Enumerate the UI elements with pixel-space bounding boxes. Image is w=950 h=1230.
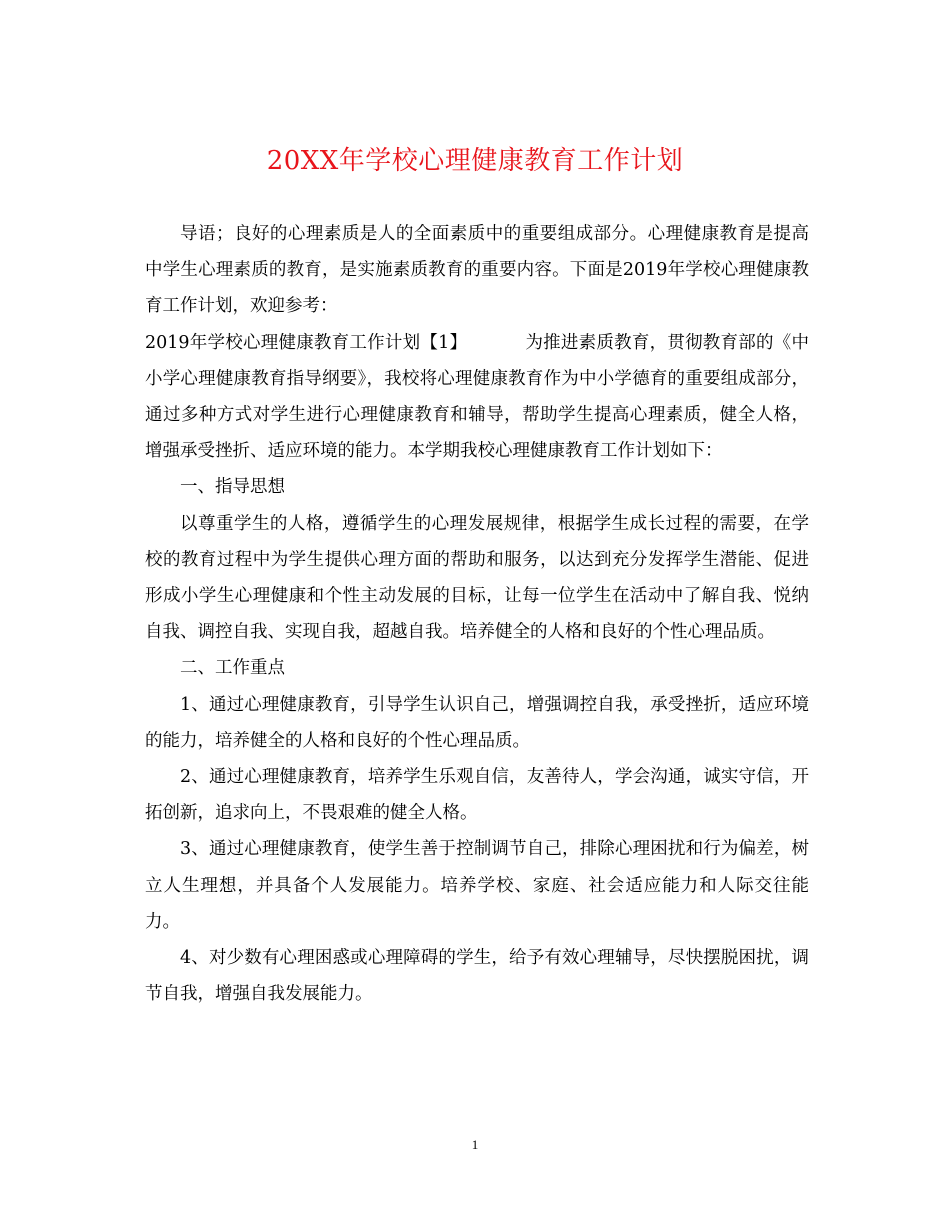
document-title: 20XX年学校心理健康教育工作计划 <box>266 146 684 176</box>
work-focus-point-1: 1、通过心理健康教育，引导学生认识自己，增强调控自我，承受挫折，适应环境的能力，培养健全的人格和良好的个性心理品质。 <box>145 694 809 751</box>
page-number: 1 <box>471 1137 479 1152</box>
plan-heading-paragraph <box>145 325 809 470</box>
section-heading-guiding-thought: 一、指导思想 <box>180 477 285 498</box>
work-focus-point-4: 4、对少数有心理困惑或心理障碍的学生，给予有效心理辅导，尽快摆脱困扰，调节自我，增强自我发展能力。 <box>145 948 809 1005</box>
plan-intro: 为推进素质教育，贯彻教育部的《中小学心理健康教育指导纲要》，我校将心理健康教育作为中小学德育的重要组成部分，通过多种方式对学生进行心理健康教育和辅导，帮助学生提高心理素质，健全人格，增强承受挫折、适应环境的能力。本学期我校心理健康教育工作计划如下： <box>145 332 809 462</box>
section-paragraph-guiding-thought: 以尊重学生的人格，遵循学生的心理发展规律，根据学生成长过程的需要，在学校的教育过程中为学生提供心理方面的帮助和服务，以达到充分发挥学生潜能、促进形成小学生心理健康和个性主动发展的目标，让每一位学生在活动中了解自我、悦纳自我、调控自我、实现自我，超越自我。培养健全的人格和良好的个性心理品质。 <box>145 513 809 643</box>
work-focus-point-3: 3、通过心理健康教育，使学生善于控制调节自己，排除心理困扰和行为偏差，树立人生理想，并具备个人发展能力。培养学校、家庭、社会适应能力和人际交往能力。 <box>145 839 809 932</box>
work-focus-point-2: 2、通过心理健康教育，培养学生乐观自信，友善待人，学会沟通，诚实守信，开拓创新，追求向上，不畏艰难的健全人格。 <box>145 767 809 824</box>
intro-paragraph: 导语；良好的心理素质是人的全面素质中的重要组成部分。心理健康教育是提高中学生心理素质的教育，是实施素质教育的重要内容。下面是2019年学校心理健康教育工作计划，欢迎参考： <box>145 224 809 317</box>
document-body <box>145 216 809 1012</box>
section-heading-work-focus: 二、工作重点 <box>180 658 285 679</box>
plan-heading: 2019年学校心理健康教育工作计划【1】 <box>145 332 468 353</box>
